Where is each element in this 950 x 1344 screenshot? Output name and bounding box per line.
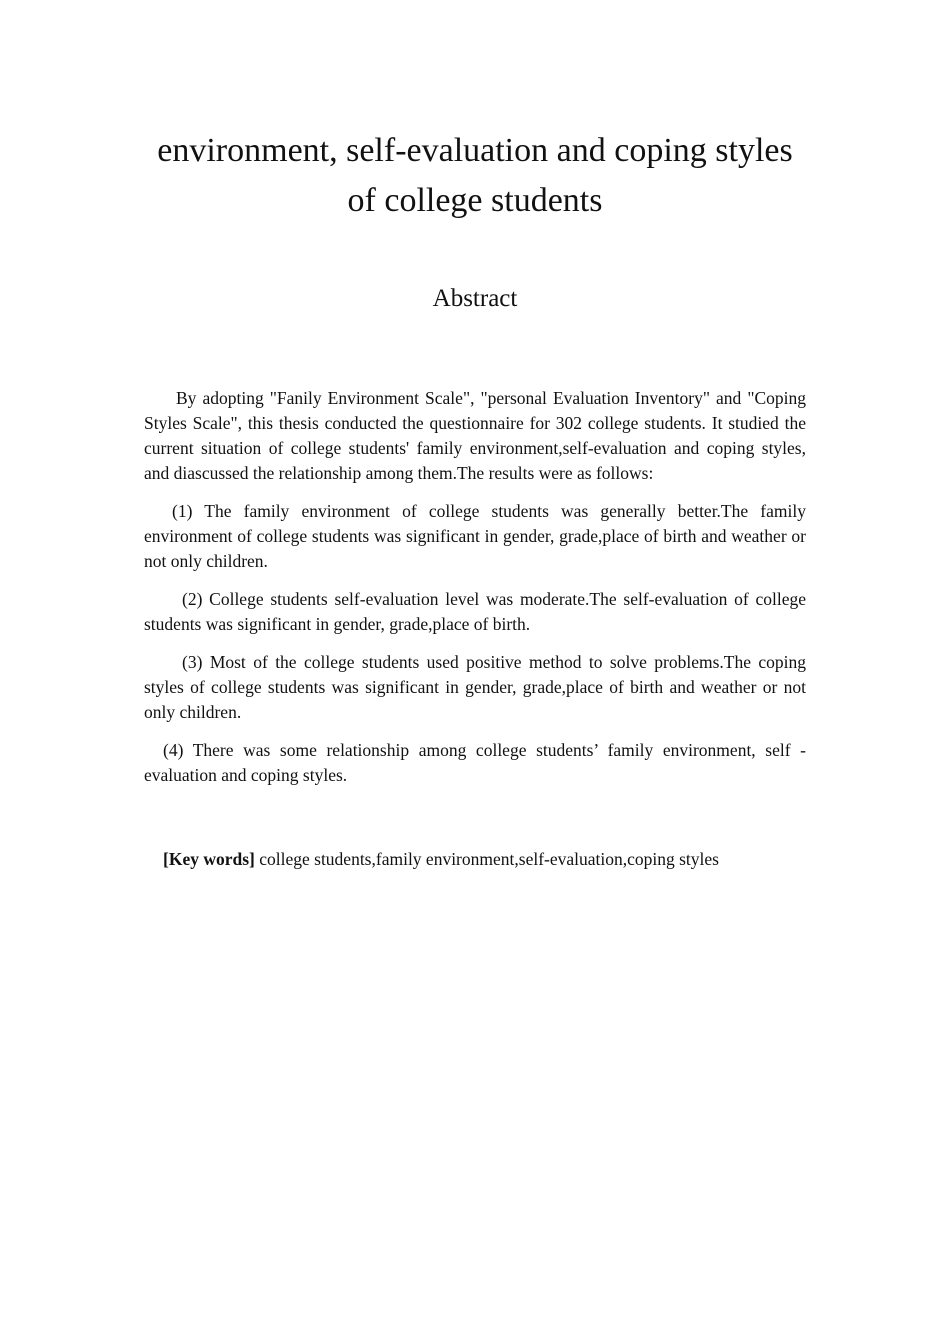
title-line-1: environment, self-evaluation and coping styles (157, 132, 793, 169)
abstract-paragraph-finding-2: (2) College students self-evaluation level was moderate.The self-evaluation of college students was significant in gender, grade,place of birth. (144, 589, 806, 634)
keywords-label: [Key words] (163, 849, 255, 869)
abstract-paragraph-finding-3: (3) Most of the college students used positive method to solve problems.The coping styles of college students was significant in gender, grade,place of birth and weather or not only children. (144, 652, 806, 722)
abstract-body (144, 386, 806, 801)
keywords-line (163, 847, 843, 872)
abstract-paragraph-finding-1: (1) The family environment of college students was generally better.The family environment of college students was significant in gender, grade,place of birth and weather or not only children. (144, 501, 806, 571)
abstract-heading: Abstract (432, 285, 518, 312)
title-line-2: of college students (347, 182, 603, 219)
abstract-paragraph-finding-4: (4) There was some relationship among college students’ family environment, self - evaluation and coping styles. (144, 740, 806, 785)
page-title (100, 126, 850, 226)
abstract-paragraph-intro: By adopting "Fanily Environment Scale", "personal Evaluation Inventory" and "Coping Styles Scale", this thesis conducted the questionnaire for 302 college students. It studied the current situation of college students' family environment,self-evaluation and coping styles, and diascussed the relationship among them.The results were as follows: (144, 388, 806, 483)
keywords-text: college students,family environment,self-evaluation,coping styles (254, 849, 719, 869)
